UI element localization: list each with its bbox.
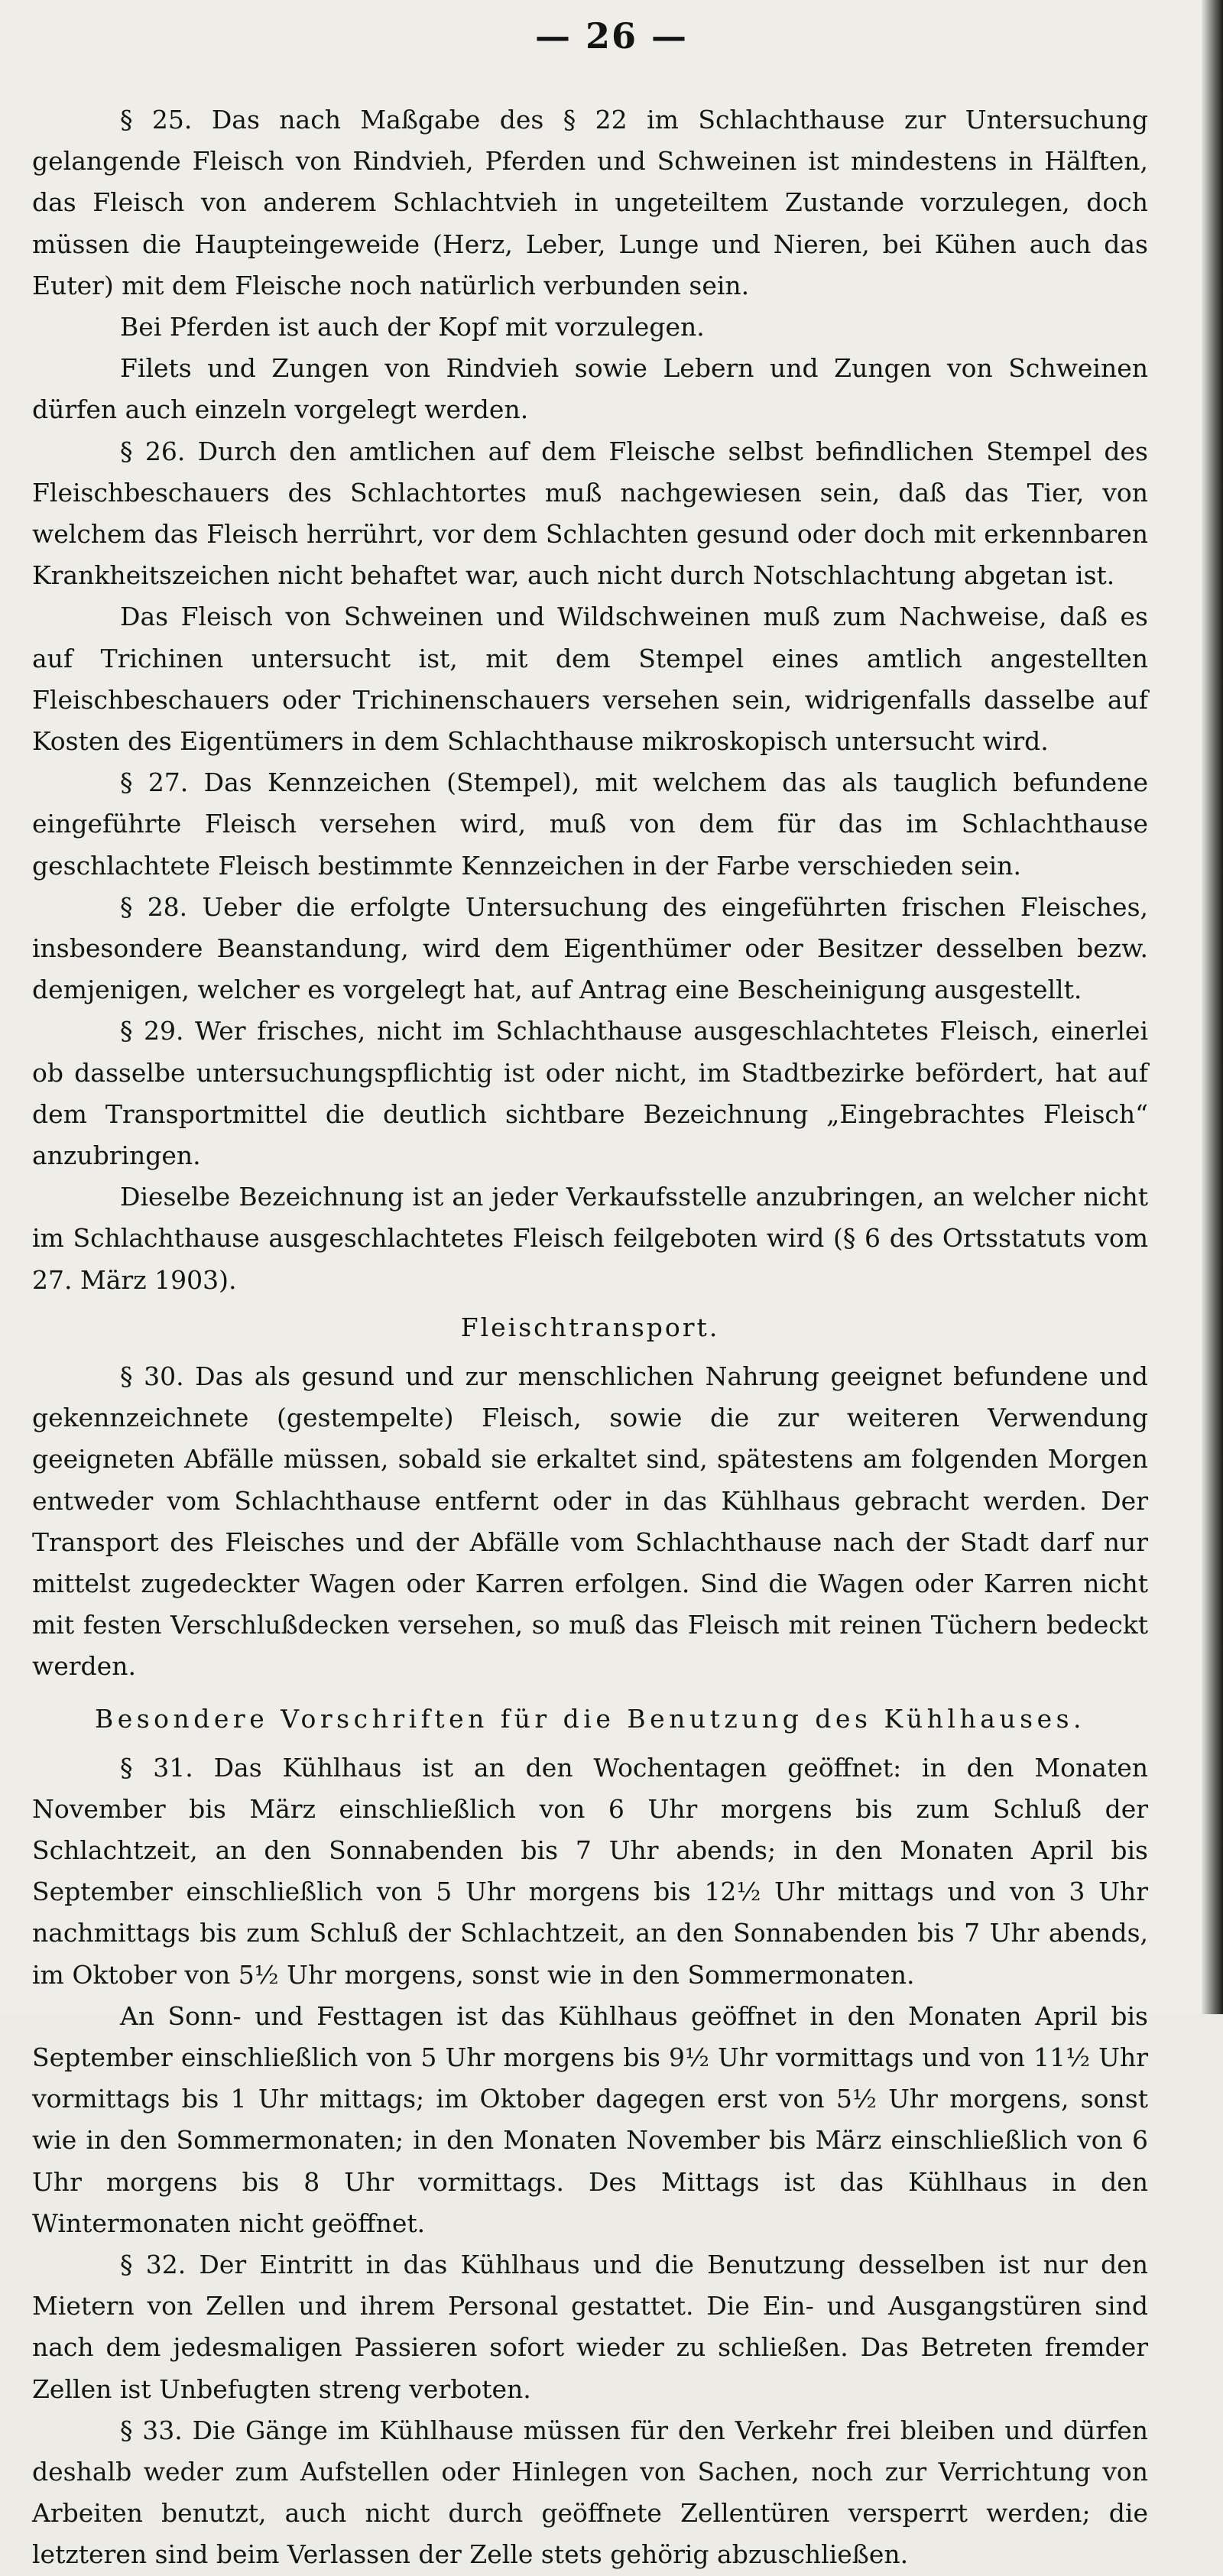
paragraph-26: § 26. Durch den amtlichen auf dem Fleische selbst befindlichen Stempel des Fleischbeschauers des Schlachtortes muß nachgewiesen sein, daß das Tier, von welchem das Fleisch herrührt, vor dem Schlachten gesund oder doch mit erkennbaren Krankheitszeichen nicht behaftet war, auch nicht durch Notschlachtung abgetan ist.: [32, 436, 1148, 591]
paragraph-29-verkaufsstelle: Dieselbe Bezeichnung ist an jeder Verkaufsstelle anzubringen, an welcher nicht im Schlachthause ausgeschlachtetes Fleisch feilgeboten wird (§ 6 des Ortsstatuts vom 27. März 1903).: [32, 1182, 1148, 1295]
paragraph-31: § 31. Das Kühlhaus ist an den Wochentagen geöffnet: in den Monaten November bis März einschließlich von 6 Uhr morgens bis zum Schluß der Schlachtzeit, an den Sonnabenden bis 7 Uhr abends; in den Monaten April bis September einschließlich von 5 Uhr morgens bis 12½ Uhr mittags und von 3 Uhr nachmittags bis zum Schluß der Schlachtzeit, an den Sonnabenden bis 7 Uhr abends, im Oktober von 5½ Uhr morgens, sonst wie in den Sommermonaten.: [32, 1752, 1148, 1990]
section-heading-fleischtransport: Fleischtransport.: [460, 1312, 720, 1342]
paragraph-28: § 28. Ueber die erfolgte Untersuchung des eingeführten frischen Fleisches, insbesondere Beanstandung, wird dem Eigenthümer oder Besitzer desselben bezw. demjenigen, welcher es vorgelegt hat, auf Antrag eine Bescheinigung ausgestellt.: [32, 891, 1148, 1005]
paragraph-33: § 33. Die Gänge im Kühlhause müssen für den Verkehr frei bleiben und dürfen deshalb weder zum Aufstellen oder Hinlegen von Sachen, noch zur Verrichtung von Arbeiten benutzt, auch nicht durch geöffnete Zellentüren versperrt werden; die letzteren sind beim Verlassen der Zelle stets gehörig abzuschließen.: [32, 2415, 1148, 2570]
paragraph-25-filets: Filets und Zungen von Rindvieh sowie Lebern und Zungen von Schweinen dürfen auch einzeln vorgelegt werden.: [32, 353, 1148, 425]
section-heading-kuehlhaus: Besondere Vorschriften für die Benutzung des Kühlhauses.: [94, 1703, 1086, 1734]
paragraph-25-pferde: Bei Pferden ist auch der Kopf mit vorzulegen.: [120, 312, 705, 342]
paragraph-32: § 32. Der Eintritt in das Kühlhaus und die Benutzung desselben ist nur den Mietern von Zellen und ihrem Personal gestattet. Die Ein- und Ausgangstüren sind nach dem jedesmaligen Passieren sofort wieder zu schließen. Das Betreten fremder Zellen ist Unbefugten streng verboten.: [32, 2249, 1148, 2404]
page-number: — 26 —: [534, 15, 689, 57]
paragraph-25: § 25. Das nach Maßgabe des § 22 im Schlachthause zur Untersuchung gelangende Fleisch von Rindvieh, Pferden und Schweinen ist mindestens in Hälften, das Fleisch von anderem Schlachtvieh in ungeteiltem Zustande vorzulegen, doch müssen die Haupteingeweide (Herz, Leber, Lunge und Nieren, bei Kühen auch das Euter) mit dem Fleische noch natürlich verbunden sein.: [32, 105, 1148, 300]
paragraph-31-sonntage: An Sonn- und Festtagen ist das Kühlhaus geöffnet in den Monaten April bis September einschließlich von 5 Uhr morgens bis 9½ Uhr vormittags und von 11½ Uhr vormittags bis 1 Uhr mittags; im Oktober dagegen erst von 5½ Uhr morgens, sonst wie in den Sommermonaten; in den Monaten November bis März einschließlich von 6 Uhr morgens bis 8 Uhr vormittags. Des Mittags ist das Kühlhaus in den Wintermonaten nicht geöffnet.: [32, 2000, 1148, 2238]
page-body: [32, 99, 1148, 2576]
paragraph-26-trichinen: Das Fleisch von Schweinen und Wildschweinen muß zum Nachweise, daß es auf Trichinen untersucht ist, mit dem Stempel eines amtlich angestellten Fleischbeschauers oder Trichinenschauers versehen sein, widrigenfalls dasselbe auf Kosten des Eigentümers in dem Schlachthause mikroskopisch untersucht wird.: [32, 602, 1148, 757]
paragraph-27: § 27. Das Kennzeichen (Stempel), mit welchem das als tauglich befundene eingeführte Fleisch versehen wird, muß von dem für das im Schlachthause geschlachtete Fleisch bestimmte Kennzeichen in der Farbe verschieden sein.: [32, 767, 1148, 881]
paragraph-30: § 30. Das als gesund und zur menschlichen Nahrung geeignet befundene und gekennzeichnete (gestempelte) Fleisch, sowie die zur weiteren Verwendung geeigneten Abfälle müssen, sobald sie erkaltet sind, spätestens am folgenden Morgen entweder vom Schlachthause entfernt oder in das Kühlhaus gebracht werden. Der Transport des Fleisches und der Abfälle vom Schlachthause nach der Stadt darf nur mittelst zugedeckter Wagen oder Karren erfolgen. Sind die Wagen oder Karren nicht mit festen Verschlußdecken versehen, so muß das Fleisch mit reinen Tüchern bedeckt werden.: [32, 1361, 1148, 1682]
paragraph-29: § 29. Wer frisches, nicht im Schlachthause ausgeschlachtetes Fleisch, einerlei ob dasselbe untersuchungspflichtig ist oder nicht, im Stadtbezirke befördert, hat auf dem Transportmittel die deutlich sichtbare Bezeichnung „Eingebrachtes Fleisch“ anzubringen.: [32, 1016, 1148, 1171]
